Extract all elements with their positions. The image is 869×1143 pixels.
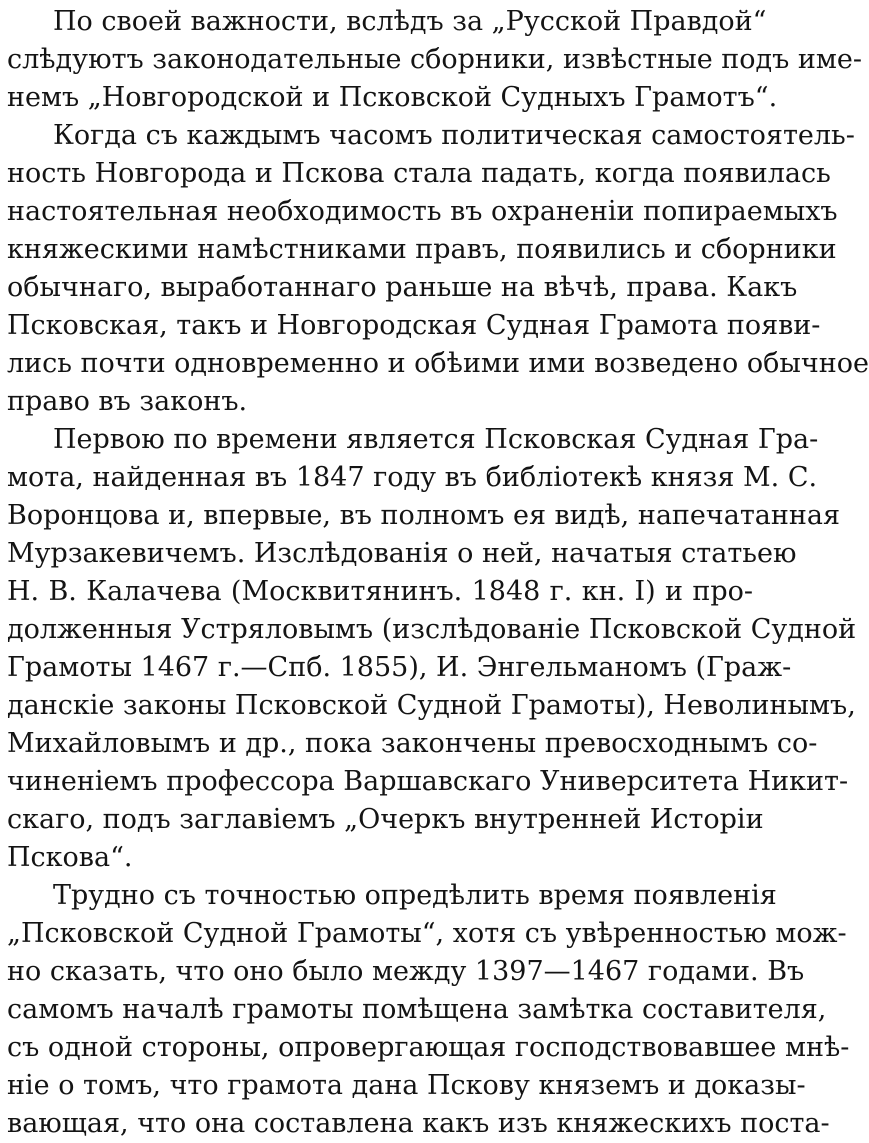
text-line: „Псковской Судной Грамоты“, хотя съ увѣренностью мож- <box>7 918 847 949</box>
text-line: Н. В. Калачева (Москвитянинъ. 1848 г. кн. I) и про- <box>7 576 753 607</box>
text-line: Воронцова и, впервые, въ полномъ ея видѣ, напечатанная <box>7 500 840 531</box>
text-line: самомъ началѣ грамоты помѣщена замѣтка составителя, <box>7 994 827 1025</box>
text-line: Первою по времени является Псковская Судная Гра- <box>53 424 819 455</box>
text-line: Когда съ каждымъ часомъ политическая самостоятель- <box>53 120 855 151</box>
text-line: Мурзакевичемъ. Изслѣдованія о ней, начатыя статьею <box>7 538 797 569</box>
text-line: ніе о томъ, что грамота дана Пскову княземъ и доказы- <box>7 1070 806 1101</box>
text-line: обычнаго, выработаннаго раньше на вѣчѣ, права. Какъ <box>7 272 798 303</box>
text-line: княжескими намѣстниками правъ, появились и сборники <box>7 234 837 265</box>
text-line: мота, найденная въ 1847 году въ библіотекѣ князя М. С. <box>7 462 818 493</box>
text-line: настоятельная необходимость въ охраненіи попираемыхъ <box>7 196 838 227</box>
text-line: лись почти одновременно и обѣими ими возведено обычное <box>7 348 869 379</box>
text-line: но сказать, что оно было между 1397—1467 годами. Въ <box>7 956 805 987</box>
text-line: чиненіемъ профессора Варшавскаго Университета Никит- <box>7 766 849 797</box>
text-line: немъ „Новгородской и Псковской Судныхъ Грамотъ“. <box>7 82 778 113</box>
text-line: скаго, подъ заглавіемъ „Очеркъ внутренней Исторіи <box>7 804 764 835</box>
text-line: данскіе законы Псковской Судной Грамоты), Неволинымъ, <box>7 690 856 721</box>
text-line: ность Новгорода и Пскова стала падать, когда появилась <box>7 158 831 189</box>
text-line: Михайловымъ и др., пока закончены превосходнымъ со- <box>7 728 818 759</box>
text-line: слѣдуютъ законодательные сборники, извѣстные подъ име- <box>7 44 862 75</box>
text-line: вающая, что она составлена какъ изъ княжескихъ поста- <box>7 1108 830 1139</box>
text-line: съ одной стороны, опровергающая господствовавшее мнѣ- <box>7 1032 850 1063</box>
text-line: Псковская, такъ и Новгородская Судная Грамота появи- <box>7 310 821 341</box>
text-line: право въ законъ. <box>7 386 248 417</box>
text-line: Грамоты 1467 г.—Спб. 1855), И. Энгельманомъ (Граж- <box>7 652 792 683</box>
text-line: Пскова“. <box>7 842 133 873</box>
text-line: долженныя Устряловымъ (изслѣдованіе Псковской Судной <box>7 614 857 645</box>
text-line: По своей важности, вслѣдъ за „Русской Правдой“ <box>53 6 767 37</box>
text-line: Трудно съ точностью опредѣлить время появленія <box>53 880 777 911</box>
